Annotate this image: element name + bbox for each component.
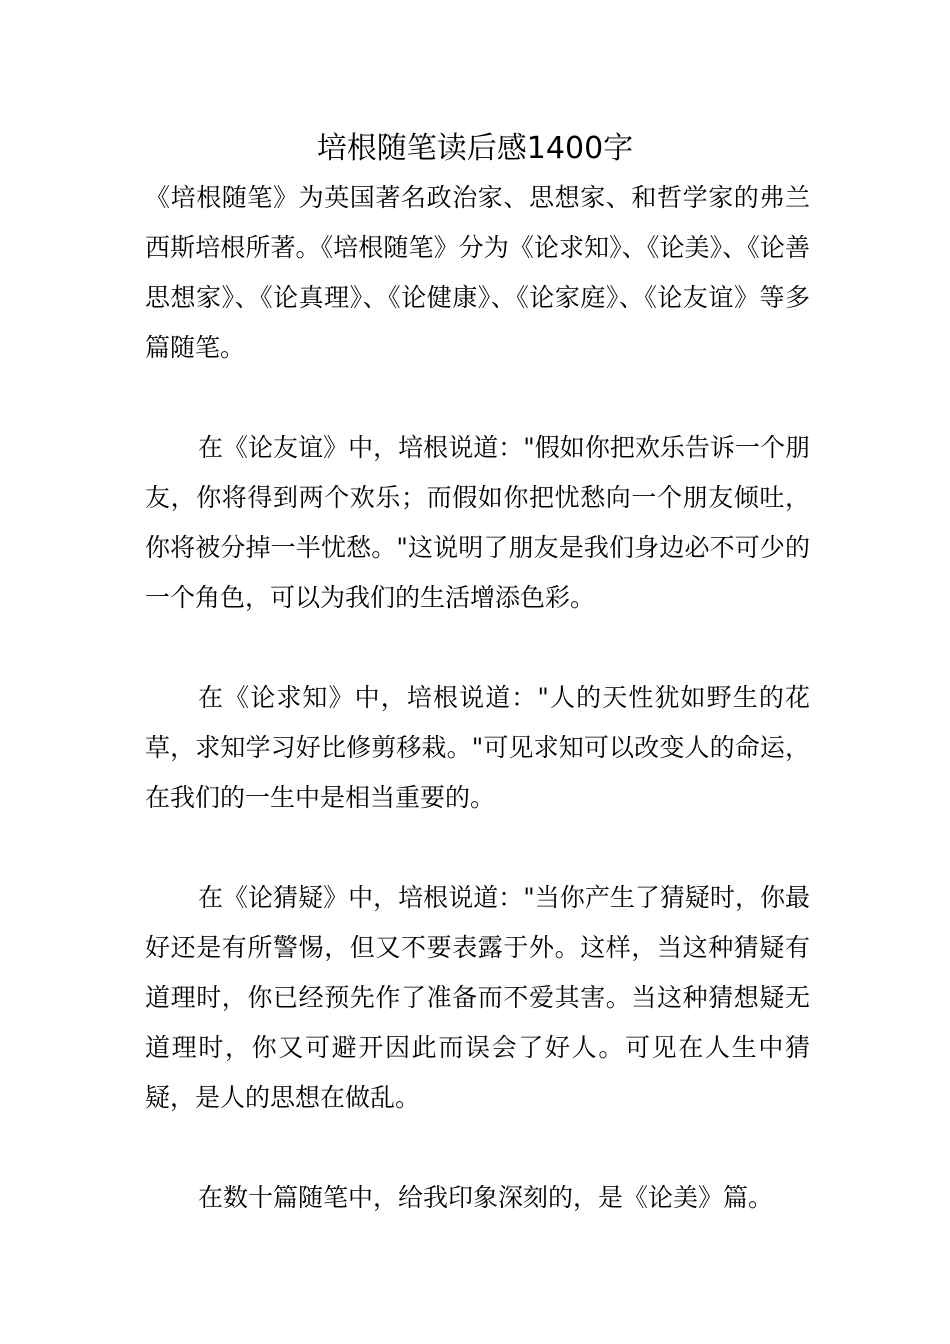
paragraph-knowledge: 在《论求知》中，培根说道："人的天性犹如野生的花草，求知学习好比修剪移栽。"可见求知可以改变人的命运，在我们的一生中是相当重要的。 — [145, 683, 810, 812]
paragraph-beauty: 在数十篇随笔中，给我印象深刻的，是《论美》篇。 — [198, 1183, 774, 1212]
paragraph-suspicion: 在《论猜疑》中，培根说道："当你产生了猜疑时，你最好还是有所警惕，但又不要表露于外。这样，当这种猜疑有道理时，你已经预先作了准备而不爱其害。当这种猜想疑无道理时，你又可避开因此而误会了好人。可见在人生中猜疑，是人的思想在做乱。 — [145, 883, 810, 1112]
paragraph-spacer — [145, 1123, 810, 1173]
document-body — [145, 173, 810, 1223]
paragraph-spacer — [145, 373, 810, 423]
paragraph-spacer — [145, 623, 810, 673]
paragraph-intro: 《培根随笔》为英国著名政治家、思想家、和哲学家的弗兰西斯培根所著。《培根随笔》分为《论求知》、《论美》、《论善思想家》、《论真理》、《论健康》、《论家庭》、《论友谊》等多篇随笔。 — [145, 183, 810, 362]
document-title: 培根随笔读后感1400字 — [316, 131, 634, 166]
paragraph-friendship: 在《论友谊》中，培根说道："假如你把欢乐告诉一个朋友，你将得到两个欢乐；而假如你把忧愁向一个朋友倾吐，你将被分掉一半忧愁。"这说明了朋友是我们身边必不可少的一个角色，可以为我们的生活增添色彩。 — [145, 433, 810, 612]
paragraph-spacer — [145, 823, 810, 873]
